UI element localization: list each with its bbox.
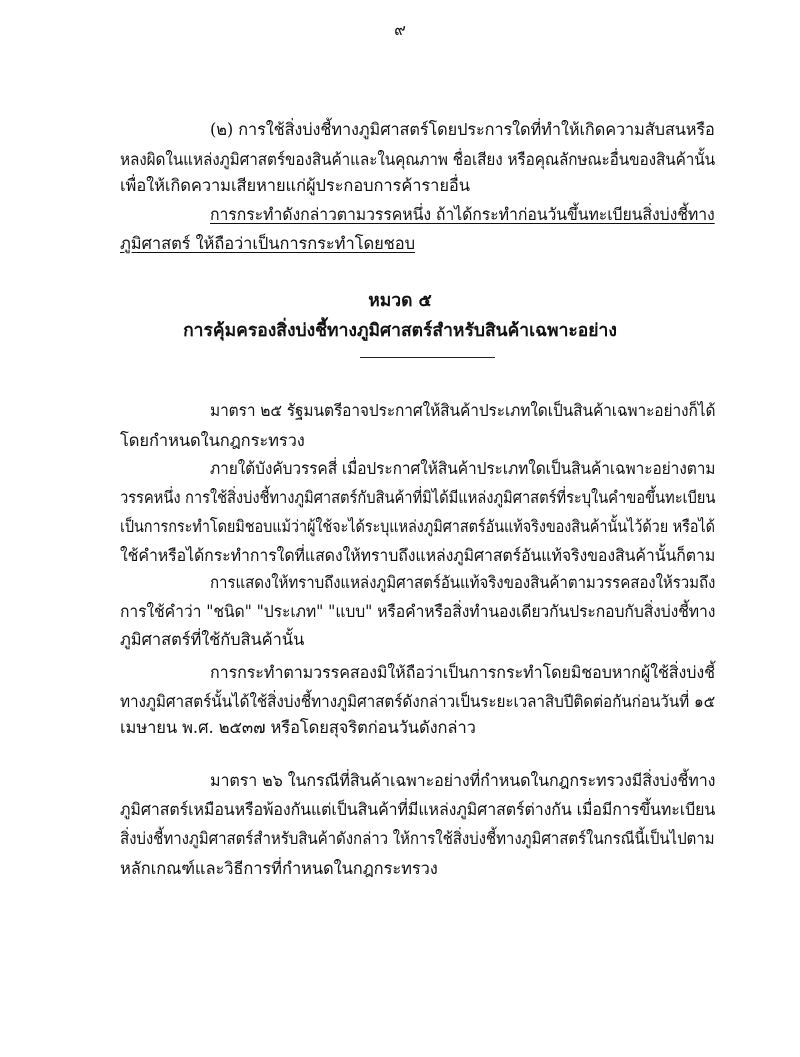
para-a-line-2: หลงผิดในแหล่งภูมิศาสตร์ของสินค้าและในคุณภาพ ชื่อเสียง หรือคุณลักษณะอื่นของสินค้านั้น bbox=[120, 150, 716, 169]
para-d-line-2: การใช้คำว่า "ชนิด" "ประเภท" "แบบ" หรือคำหรือสิ่งทำนองเดียวกันประกอบกับสิ่งบ่งชี้ทาง bbox=[120, 602, 716, 621]
para-c-line-1: ภายใต้บังคับวรรคสี่ เมื่อประกาศให้สินค้าประเภทใดเป็นสินค้าเฉพาะอย่างตาม bbox=[210, 459, 716, 478]
para-c-line-3: เป็นการกระทำโดยมิชอบแม้ว่าผู้ใช้จะได้ระบุแหล่งภูมิศาสตร์อันแท้จริงของสินค้านั้นไว้ด้วย หรือได้ bbox=[120, 517, 715, 536]
section-26-line-4: หลักเกณฑ์และวิธีการที่กำหนดในกฎกระทรวง bbox=[120, 859, 438, 878]
section-26-line-1: มาตรา ๒๖ ในกรณีที่สินค้าเฉพาะอย่างที่กำหนดในกฎกระทรวงมีสิ่งบ่งชี้ทาง bbox=[210, 771, 716, 790]
para-d-line-3: ภูมิศาสตร์ที่ใช้กับสินค้านั้น bbox=[120, 630, 305, 649]
heading-divider bbox=[360, 357, 495, 358]
para-c-line-4: ใช้คำหรือได้กระทำการใดที่แสดงให้ทราบถึงแหล่งภูมิศาสตร์อันแท้จริงของสินค้านั้นก็ตาม bbox=[120, 546, 716, 565]
para-e-line-1: การกระทำตามวรรคสองมิให้ถือว่าเป็นการกระทำโดยมิชอบหากผู้ใช้สิ่งบ่งชี้ bbox=[210, 663, 715, 682]
para-e-line-2: ทางภูมิศาสตร์นั้นได้ใช้สิ่งบ่งชี้ทางภูมิศาสตร์ดังกล่าวเป็นระยะเวลาสิบปีติดต่อกันก่อนวันที่ ๑๕ bbox=[120, 692, 716, 711]
section-26-line-2: ภูมิศาสตร์เหมือนหรือพ้องกันแต่เป็นสินค้าที่มีแหล่งภูมิศาสตร์ต่างกัน เมื่อมีการขึ้นทะเบียน bbox=[120, 800, 716, 819]
para-b-line-2: ภูมิศาสตร์ ให้ถือว่าเป็นการกระทำโดยชอบ bbox=[120, 234, 415, 253]
para-c-line-2: วรรคหนึ่ง การใช้สิ่งบ่งชี้ทางภูมิศาสตร์กับสินค้าที่มิได้มีแหล่งภูมิศาสตร์ที่ระบุในคำขอขึ้นทะเบียน bbox=[120, 488, 716, 507]
para-a-line-3: เพื่อให้เกิดความเสียหายแก่ผู้ประกอบการค้ารายอื่น bbox=[120, 176, 470, 195]
chapter-number: หมวด ๕ bbox=[368, 291, 432, 311]
para-a-line-1: (๒) การใช้สิ่งบ่งชี้ทางภูมิศาสตร์โดยประการใดที่ทำให้เกิดความสับสนหรือ bbox=[210, 120, 715, 139]
section-25-line-2: โดยกำหนดในกฎกระทรวง bbox=[120, 431, 305, 450]
para-e-line-3: เมษายน พ.ศ. ๒๕๓๗ หรือโดยสุจริตก่อนวันดังกล่าว bbox=[120, 718, 476, 737]
para-d-line-1: การแสดงให้ทราบถึงแหล่งภูมิศาสตร์อันแท้จริงของสินค้าตามวรรคสองให้รวมถึง bbox=[210, 573, 716, 592]
section-26-line-3: สิ่งบ่งชี้ทางภูมิศาสตร์สำหรับสินค้าดังกล่าว ให้การใช้สิ่งบ่งชี้ทางภูมิศาสตร์ในกรณีนี้เป็นไปตาม bbox=[120, 829, 715, 848]
chapter-title: การคุ้มครองสิ่งบ่งชี้ทางภูมิศาสตร์สำหรับสินค้าเฉพาะอย่าง bbox=[183, 321, 617, 341]
page-number: ๙ bbox=[394, 20, 406, 39]
section-25-line-1: มาตรา ๒๕ รัฐมนตรีอาจประกาศให้สินค้าประเภทใดเป็นสินค้าเฉพาะอย่างก็ได้ bbox=[210, 401, 716, 420]
para-b-line-1: การกระทำดังกล่าวตามวรรคหนึ่ง ถ้าได้กระทำก่อนวันขึ้นทะเบียนสิ่งบ่งชี้ทาง bbox=[210, 205, 715, 224]
